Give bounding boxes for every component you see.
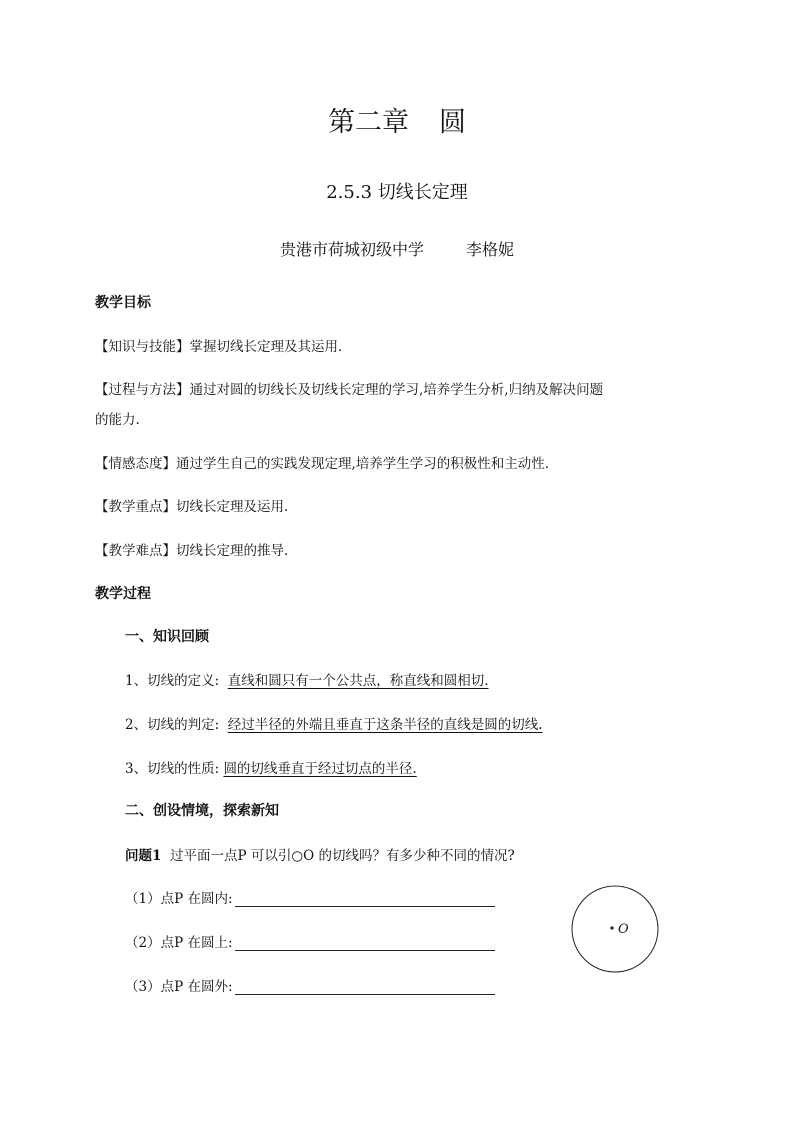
chapter-number: 第二章 [328,107,409,138]
review-item-3 [125,757,417,777]
question-1 [125,844,515,864]
review-item-2 [125,713,543,733]
objective-knowledge-label: 【知识与技能】 [95,339,190,355]
objective-knowledge-text: 掌握切线长定理及其运用. [189,339,343,355]
author-line [0,237,794,260]
objective-process-label: 【过程与方法】 [95,382,190,398]
review-item-2-answer: 经过半径的外端且垂直于这条半径的直线是圆的切线. [227,717,543,733]
objective-process-cont: 的能力. [95,412,140,428]
question-1-label: 问题1 [125,848,162,864]
objective-key-point-label: 【教学重点】 [95,499,176,515]
circle-figure [568,884,662,978]
objective-difficulty-label: 【教学难点】 [95,543,176,559]
case-1 [125,887,495,907]
case-2 [125,931,495,951]
case-2-label: （2）点P 在圆上: [125,935,233,951]
circle-center-label: O [618,922,629,937]
objective-difficulty [95,539,288,559]
author-name: 李格妮 [466,240,515,259]
objective-knowledge [95,335,342,355]
objective-key-point [95,495,288,515]
case-3 [125,975,495,995]
review-item-3-answer: 圆的切线垂直于经过切点的半径. [223,761,417,777]
review-item-3-label: 3、切线的性质: [125,761,220,777]
review-item-2-label: 2、切线的判定: [125,717,220,733]
process-heading: 教学过程 [95,586,151,602]
review-item-1-label: 1、切线的定义: [125,673,220,689]
section1-heading: 一、知识回顾 [125,629,209,645]
case-3-blank[interactable] [235,980,495,995]
review-item-1-answer: 直线和圆只有一个公共点，称直线和圆相切. [227,673,489,689]
section2-heading: 二、创设情境，探索新知 [125,803,279,819]
lesson-title: 2.5.3 切线长定理 [326,182,468,203]
objective-attitude [95,452,549,472]
chapter-topic: 圆 [439,107,466,138]
objective-process [95,378,603,398]
objective-attitude-label: 【情感态度】 [95,456,176,472]
school-name: 贵港市荷城初级中学 [279,240,424,259]
review-item-1 [125,669,489,689]
chapter-title [0,100,794,139]
question-1-text: 过平面一点P 可以引○O 的切线吗？有多少种不同的情况? [170,848,515,864]
objective-process-text: 通过对圆的切线长及切线长定理的学习,培养学生分析,归纳及解决问题 [189,382,604,398]
case-3-label: （3）点P 在圆外: [125,979,233,995]
objectives-heading: 教学目标 [95,295,151,311]
circle-center-dot [610,926,613,929]
circle-outline [572,886,658,972]
case-2-blank[interactable] [235,936,495,951]
objective-attitude-text: 通过学生自己的实践发现定理,培养学生学习的积极性和主动性. [176,456,550,472]
objective-difficulty-text: 切线长定理的推导. [176,543,289,559]
objective-key-point-text: 切线长定理及运用. [176,499,289,515]
case-1-blank[interactable] [235,892,495,907]
case-1-label: （1）点P 在圆内: [125,891,233,907]
